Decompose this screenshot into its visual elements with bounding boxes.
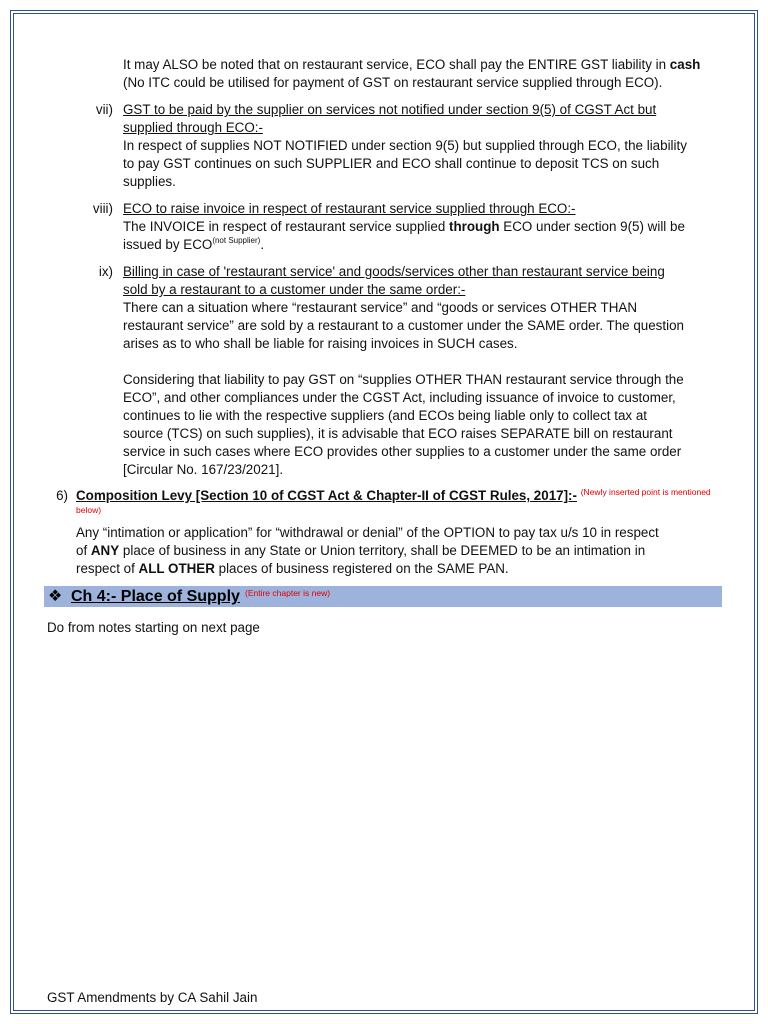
item-ix-body-line-2: restaurant service” are sold by a restaurant to a customer under the SAME order. The question xyxy=(123,318,684,333)
item-vii-body-line-2: to pay GST continues on such SUPPLIER and ECO shall continue to deposit TCS on such xyxy=(123,156,660,171)
item-6-body-line-1: Any “intimation or application” for “withdrawal or denial” of the OPTION to pay tax u/s 10 in respect xyxy=(76,525,659,540)
item-vii-number: vii) xyxy=(95,102,113,117)
item-ix-body-line-8: service in such cases where ECO provides other supplies to a customer under the same order xyxy=(123,444,682,459)
item-ix-body-line-1: There can a situation where “restaurant service” and “goods or services OTHER THAN xyxy=(123,300,638,315)
page-footer: GST Amendments by CA Sahil Jain xyxy=(47,990,258,1005)
item-vii-title-line-2: supplied through ECO:- xyxy=(123,120,263,135)
item-ix-body-line-7: source (TCS) on such supplies), it is advisable that ECO raises SEPARATE bill on restaurant xyxy=(123,426,673,441)
item-vii-body-line-1: In respect of supplies NOT NOTIFIED under section 9(5) but supplied through ECO, the liability xyxy=(123,138,687,153)
item-6-number: 6) xyxy=(56,488,68,503)
item-6-note: (Newly inserted point is mentioned xyxy=(580,487,711,497)
not-supplier-superscript: (not Supplier) xyxy=(212,236,261,245)
item-viii-body-line-2: issued by $ECO^{(not Supplier)}$. xyxy=(123,236,265,252)
item-ix-title-line-1: Billing in case of 'restaurant service' and goods/services other than restaurant service being xyxy=(123,264,665,279)
item-6-title-line xyxy=(76,487,711,505)
diamond-bullet-icon: ❖ xyxy=(48,588,63,605)
chapter-note: (Entire chapter is new) xyxy=(245,588,331,598)
item-ix-body-line-5: ECO”, and other compliances under the CGST Act, including issuance of invoice to customer, xyxy=(123,390,676,405)
item-6-note-line-2: below) xyxy=(76,505,102,515)
item-vii-body-line-3: supplies. xyxy=(123,174,176,189)
item-6-body-line-2: of ANY place of business in any State or Union territory, shall be DEEMED to be an intimation in xyxy=(76,543,646,558)
instruction-text: Do from notes starting on next page xyxy=(47,620,260,635)
item-6-body-line-3: respect of ALL OTHER places of business registered on the SAME PAN. xyxy=(76,561,509,576)
cash-paragraph-line-1: It may ALSO be noted that on restaurant service, ECO shall pay the ENTIRE GST liability in cash xyxy=(123,57,701,72)
chapter-title: Ch 4:- Place of Supply xyxy=(71,588,240,605)
item-viii-number: viii) xyxy=(92,201,113,216)
item-ix-body-line-3: arises as to who shall be liable for raising invoices in SUCH cases. xyxy=(123,336,518,351)
item-vii-title-line-1: GST to be paid by the supplier on services not notified under section 9(5) of CGST Act but xyxy=(123,102,657,117)
item-ix-body-line-9: [Circular No. 167/23/2021]. xyxy=(123,462,284,477)
chapter-heading-bar xyxy=(44,586,722,607)
item-ix-body-line-6: continues to lie with the respective suppliers (and ECOs being liable only to collect tax at xyxy=(123,408,648,423)
item-viii-body-line-1: The INVOICE in respect of restaurant service supplied through ECO under section 9(5) will be xyxy=(123,219,685,234)
cash-paragraph-line-2: (No ITC could be utilised for payment of GST on restaurant service supplied through ECO). xyxy=(123,75,663,90)
item-ix-title-line-2: sold by a restaurant to a customer under the same order:- xyxy=(123,282,466,297)
item-ix-number: ix) xyxy=(98,264,113,279)
item-6-title: Composition Levy [Section 10 of CGST Act & Chapter-II of CGST Rules, 2017]:- xyxy=(76,488,577,503)
item-ix-body-line-4: Considering that liability to pay GST on “supplies OTHER THAN restaurant service through the xyxy=(123,372,684,387)
item-viii-title: ECO to raise invoice in respect of restaurant service supplied through ECO:- xyxy=(123,201,576,216)
